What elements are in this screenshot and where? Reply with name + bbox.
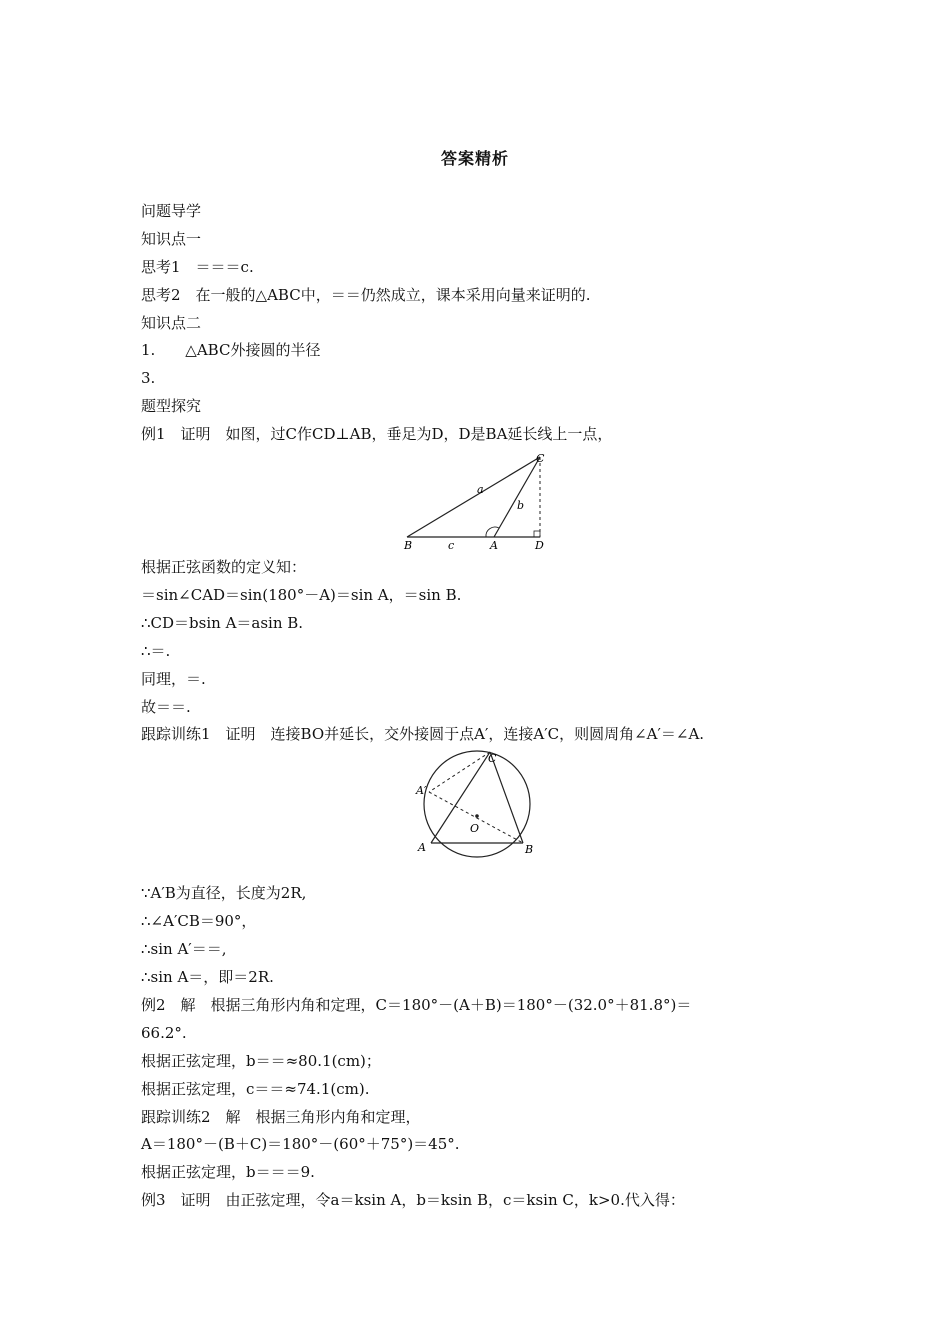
example-2-intro: 例2 解 根据三角形内角和定理，C＝180°－(A＋B)＝180°－(32.0°＋81.8°)＝ bbox=[141, 996, 692, 1014]
knowledge-point-2: 知识点二 bbox=[141, 314, 202, 332]
example-3-intro: 例3 证明 由正弦定理，令a＝ksin A，b＝ksin B，c＝ksin C，k>0.代入得： bbox=[141, 1191, 685, 1209]
practice-2-b: 根据正弦定理，b＝＝＝9. bbox=[141, 1163, 315, 1181]
item-3: 3. bbox=[141, 369, 156, 387]
practice-2-angle: A＝180°－(B＋C)＝180°－(60°＋75°)＝45°. bbox=[141, 1135, 460, 1153]
sin-a-result: ∴sin A＝，即＝2R. bbox=[141, 968, 274, 986]
label-A: A bbox=[490, 539, 498, 552]
label-B: B bbox=[404, 539, 413, 552]
equation-5: 故＝＝. bbox=[141, 698, 191, 716]
label-C: C bbox=[488, 752, 497, 765]
page-title: 答案精析 bbox=[440, 149, 509, 168]
equation-1: ＝sin∠CAD＝sin(180°－A)＝sin A，＝sin B. bbox=[141, 586, 462, 604]
item-1: 1. △ABC外接圆的半径 bbox=[141, 341, 321, 359]
think-1: 思考1 ＝＝＝c. bbox=[141, 258, 254, 276]
practice-1-intro: 跟踪训练1 证明 连接BO并延长，交外接圆于点A′，连接A′C，则圆周角∠A′＝∠A. bbox=[141, 725, 705, 743]
section-heading-guide: 问题导学 bbox=[141, 202, 202, 220]
equation-4: 同理，＝. bbox=[141, 670, 206, 688]
equation-3: ∴＝. bbox=[141, 642, 171, 660]
right-angle-statement: ∴∠A′CB＝90°， bbox=[141, 912, 257, 930]
example-2-c: 根据正弦定理，c＝＝≈74.1(cm). bbox=[141, 1080, 370, 1098]
sine-definition: 根据正弦函数的定义知： bbox=[141, 558, 307, 576]
label-b: b bbox=[517, 499, 525, 512]
knowledge-point-1: 知识点一 bbox=[141, 230, 202, 248]
section-heading-explore: 题型探究 bbox=[141, 397, 202, 415]
example-1-intro: 例1 证明 如图，过C作CD⊥AB，垂足为D，D是BA延长线上一点， bbox=[141, 425, 613, 443]
label-C: C bbox=[536, 452, 545, 465]
circle-figure bbox=[410, 750, 545, 860]
equation-2: ∴CD＝bsin A＝asin B. bbox=[141, 614, 304, 632]
diameter-statement: ∵A′B为直径，长度为2R, bbox=[141, 884, 307, 902]
label-c: c bbox=[448, 539, 455, 552]
example-2-b: 根据正弦定理，b＝＝≈80.1(cm)； bbox=[141, 1052, 381, 1070]
example-2-continued: 66.2°. bbox=[141, 1024, 187, 1042]
label-A: A bbox=[418, 841, 426, 854]
label-D: D bbox=[535, 539, 544, 552]
triangle-figure bbox=[395, 448, 560, 554]
label-A-prime: A′ bbox=[416, 784, 427, 797]
think-2: 思考2 在一般的△ABC中，＝＝仍然成立，课本采用向量来证明的. bbox=[141, 286, 591, 304]
practice-2-intro: 跟踪训练2 解 根据三角形内角和定理， bbox=[141, 1108, 421, 1126]
label-O: O bbox=[470, 822, 480, 835]
label-B: B bbox=[525, 843, 534, 856]
sin-a-prime: ∴sin A′＝＝, bbox=[141, 940, 227, 958]
label-a: a bbox=[477, 483, 484, 496]
